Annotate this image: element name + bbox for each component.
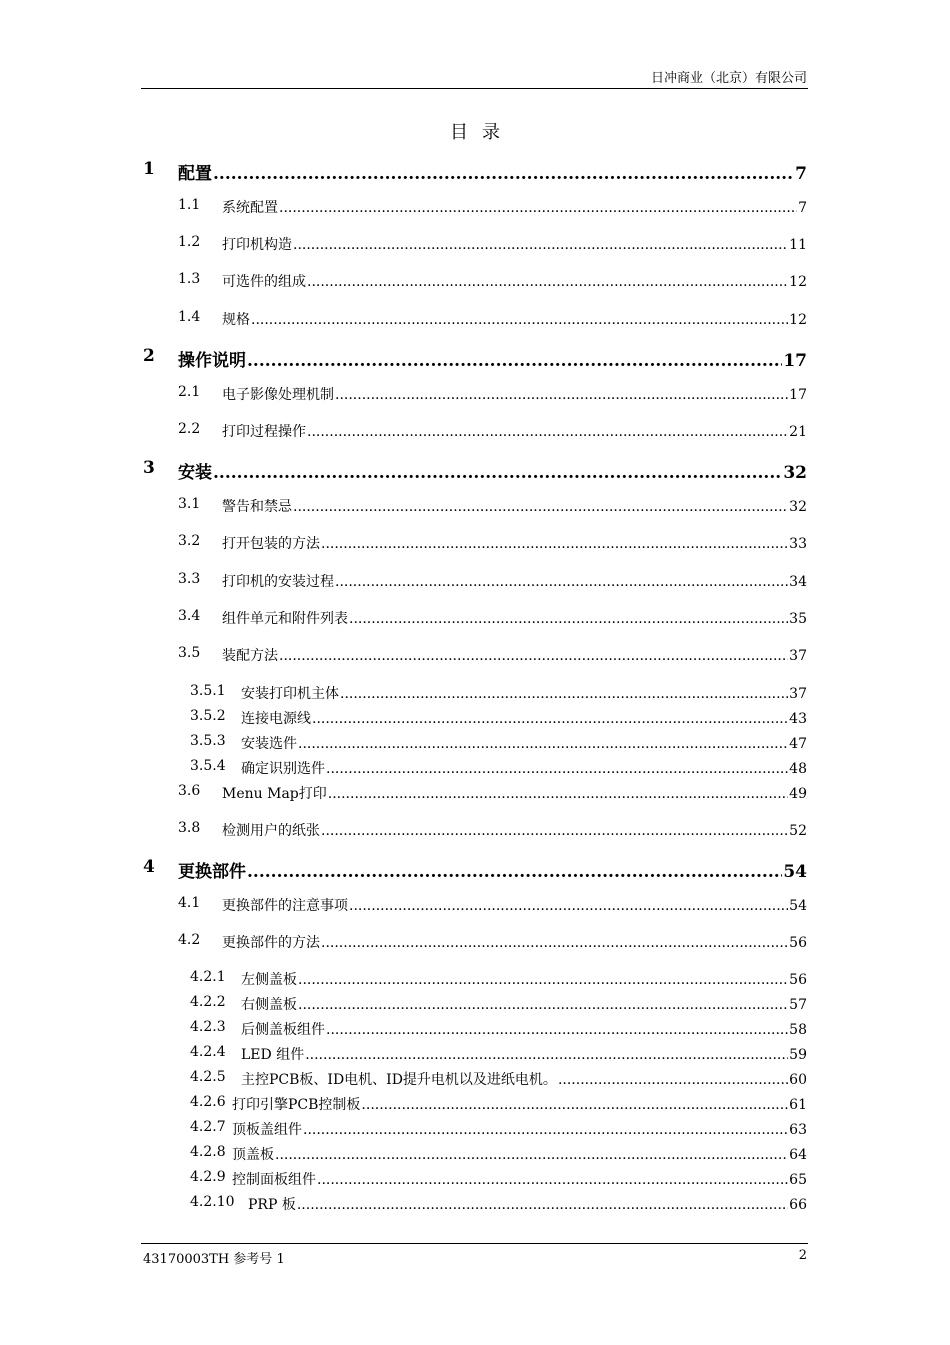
toc-subsection-entry[interactable] xyxy=(0,969,950,991)
header-company-name: 日冲商业（北京）有限公司 xyxy=(650,71,807,86)
toc-entry-number: 3.3 xyxy=(178,571,201,587)
dot-leader xyxy=(361,1097,788,1113)
toc-section-entry[interactable] xyxy=(0,197,950,219)
toc-entry-number: 4.2.2 xyxy=(190,994,226,1010)
toc-entry-label: Menu Map打印 xyxy=(222,786,327,802)
dot-leader xyxy=(307,274,788,290)
toc-entry-line xyxy=(222,197,807,217)
toc-entry-line xyxy=(178,159,807,184)
toc-entry-label: 操作说明 xyxy=(178,351,246,371)
toc-entry-page: 32 xyxy=(789,499,807,515)
toc-entry-label: 检测用户的纸张 xyxy=(222,823,320,839)
toc-entry-number: 4.2.6 xyxy=(190,1094,226,1110)
toc-entry-page: 58 xyxy=(789,1022,807,1038)
dot-leader xyxy=(326,761,788,777)
toc-entry-label: 组件单元和附件列表 xyxy=(222,611,348,627)
toc-section-entry[interactable] xyxy=(0,533,950,555)
toc-entry-number: 2.1 xyxy=(178,384,201,400)
toc-entry-number: 4 xyxy=(143,857,155,877)
toc-section-entry[interactable] xyxy=(0,783,950,805)
toc-entry-line xyxy=(222,932,807,952)
toc-entry-number: 4.2.1 xyxy=(190,969,226,985)
dot-leader xyxy=(247,862,782,882)
toc-entry-line xyxy=(222,234,807,254)
toc-subsection-entry[interactable] xyxy=(0,1069,950,1091)
toc-entry-number: 3.8 xyxy=(178,820,201,836)
toc-entry-page: 66 xyxy=(789,1197,807,1213)
toc-entry-label: 打印过程操作 xyxy=(222,424,306,440)
toc-entry-line xyxy=(232,1144,807,1164)
toc-section-entry[interactable] xyxy=(0,496,950,518)
dot-leader xyxy=(349,898,788,914)
toc-entry-number: 3.5.1 xyxy=(190,683,226,699)
toc-entry-page: 7 xyxy=(795,164,807,184)
toc-section-entry[interactable] xyxy=(0,895,950,917)
dot-leader xyxy=(321,935,788,951)
toc-entry-label: 左侧盖板 xyxy=(241,972,297,988)
toc-entry-line xyxy=(241,683,807,703)
toc-subsection-entry[interactable] xyxy=(0,1094,950,1116)
toc-entry-label: 打印机构造 xyxy=(222,237,292,253)
dot-leader xyxy=(297,1197,788,1213)
dot-leader xyxy=(317,1172,788,1188)
toc-entry-number: 3.5.3 xyxy=(190,733,226,749)
toc-subsection-entry[interactable] xyxy=(0,758,950,780)
toc-entry-number: 4.2.8 xyxy=(190,1144,226,1160)
toc-entry-line xyxy=(248,1194,807,1214)
toc-section-entry[interactable] xyxy=(0,309,950,331)
toc-entry-line xyxy=(232,1169,807,1189)
toc-entry-line xyxy=(241,1019,807,1039)
footer-divider xyxy=(141,1243,808,1244)
toc-section-entry[interactable] xyxy=(0,608,950,630)
toc-entry-page: 48 xyxy=(789,761,807,777)
toc-section-entry[interactable] xyxy=(0,645,950,667)
toc-entry-line xyxy=(241,1069,807,1089)
toc-entry-page: 11 xyxy=(789,237,807,253)
dot-leader xyxy=(321,823,788,839)
toc-entry-page: 54 xyxy=(783,862,807,882)
toc-section-entry[interactable] xyxy=(0,421,950,443)
footer-page-number: 2 xyxy=(798,1248,807,1263)
toc-entry-label: 打开包装的方法 xyxy=(222,536,320,552)
dot-leader xyxy=(293,499,788,515)
toc-entry-page: 64 xyxy=(789,1147,807,1163)
toc-subsection-entry[interactable] xyxy=(0,1144,950,1166)
toc-chapter-entry[interactable] xyxy=(0,458,950,483)
toc-entry-page: 37 xyxy=(789,648,807,664)
toc-entry-line xyxy=(222,309,807,329)
dot-leader xyxy=(251,312,788,328)
toc-section-entry[interactable] xyxy=(0,271,950,293)
toc-entry-page: 47 xyxy=(789,736,807,752)
dot-leader xyxy=(293,237,788,253)
toc-entry-page: 34 xyxy=(789,574,807,590)
toc-entry-label: 右侧盖板 xyxy=(241,997,297,1013)
toc-entry-line xyxy=(222,533,807,553)
toc-entry-number: 4.2.7 xyxy=(190,1119,226,1135)
toc-chapter-entry[interactable] xyxy=(0,857,950,882)
toc-entry-page: 56 xyxy=(789,972,807,988)
toc-entry-page: 12 xyxy=(789,312,807,328)
toc-entry-page: 60 xyxy=(789,1072,807,1088)
toc-entry-page: 54 xyxy=(789,898,807,914)
toc-entry-label: 顶盖板 xyxy=(232,1147,274,1163)
toc-entry-line xyxy=(222,645,807,665)
toc-entry-label: 打印机的安装过程 xyxy=(222,574,334,590)
toc-subsection-entry[interactable] xyxy=(0,1119,950,1141)
toc-entry-number: 4.2 xyxy=(178,932,201,948)
dot-leader xyxy=(275,1147,788,1163)
toc-title: 目录 xyxy=(450,122,514,143)
toc-entry-number: 3.4 xyxy=(178,608,201,624)
toc-entry-line xyxy=(241,969,807,989)
toc-entry-number: 2 xyxy=(143,346,155,366)
toc-entry-line xyxy=(222,421,807,441)
dot-leader xyxy=(298,997,788,1013)
toc-entry-number: 4.2.10 xyxy=(190,1194,235,1210)
dot-leader xyxy=(279,648,788,664)
toc-entry-line xyxy=(241,1044,807,1064)
toc-subsection-entry[interactable] xyxy=(0,994,950,1016)
dot-leader xyxy=(307,424,788,440)
toc-entry-number: 2.2 xyxy=(178,421,201,437)
toc-entry-line xyxy=(232,1094,807,1114)
toc-subsection-entry[interactable] xyxy=(0,1169,950,1191)
dot-leader xyxy=(321,536,788,552)
dot-leader xyxy=(298,972,788,988)
toc-entry-label: 装配方法 xyxy=(222,648,278,664)
toc-subsection-entry[interactable] xyxy=(0,1044,950,1066)
toc-subsection-entry[interactable] xyxy=(0,1194,950,1216)
toc-entry-label: 配置 xyxy=(178,164,212,184)
toc-entry-line xyxy=(222,895,807,915)
dot-leader xyxy=(340,686,788,702)
toc-entry-label: 顶板盖组件 xyxy=(232,1122,302,1138)
toc-chapter-entry[interactable] xyxy=(0,159,950,184)
dot-leader xyxy=(213,463,782,483)
toc-entry-line xyxy=(178,346,807,371)
toc-entry-label: 控制面板组件 xyxy=(232,1172,316,1188)
toc-entry-number: 1.3 xyxy=(178,271,201,287)
toc-section-entry[interactable] xyxy=(0,384,950,406)
toc-subsection-entry[interactable] xyxy=(0,708,950,730)
toc-entry-line xyxy=(241,733,807,753)
dot-leader xyxy=(279,200,797,216)
toc-entry-line xyxy=(222,384,807,404)
toc-entry-page: 52 xyxy=(789,823,807,839)
toc-entry-page: 32 xyxy=(783,463,807,483)
dot-leader xyxy=(328,786,788,802)
toc-entry-label: 规格 xyxy=(222,312,250,328)
toc-entry-page: 17 xyxy=(783,351,807,371)
toc-entry-label: 可选件的组成 xyxy=(222,274,306,290)
toc-entry-number: 3.2 xyxy=(178,533,201,549)
toc-entry-label: 安装 xyxy=(178,463,212,483)
dot-leader xyxy=(335,387,788,403)
toc-entry-label: 电子影像处理机制 xyxy=(222,387,334,403)
toc-entry-number: 4.2.5 xyxy=(190,1069,226,1085)
dot-leader xyxy=(335,574,788,590)
toc-subsection-entry[interactable] xyxy=(0,1019,950,1041)
toc-section-entry[interactable] xyxy=(0,234,950,256)
dot-leader xyxy=(558,1072,788,1088)
toc-section-entry[interactable] xyxy=(0,820,950,842)
toc-entry-page: 12 xyxy=(789,274,807,290)
dot-leader xyxy=(305,1047,788,1063)
toc-entry-label: 安装打印机主体 xyxy=(241,686,339,702)
toc-entry-label: PRP 板 xyxy=(248,1197,296,1213)
toc-entry-label: 确定识别选件 xyxy=(241,761,325,777)
toc-entry-line xyxy=(222,571,807,591)
toc-entry-number: 1.1 xyxy=(178,197,201,213)
toc-entry-label: LED 组件 xyxy=(241,1047,305,1063)
toc-entry-page: 7 xyxy=(798,200,807,216)
toc-entry-page: 37 xyxy=(789,686,807,702)
toc-entry-label: 打印引擎PCB控制板 xyxy=(232,1097,361,1113)
toc-entry-number: 4.2.9 xyxy=(190,1169,226,1185)
toc-entry-number: 4.1 xyxy=(178,895,201,911)
toc-entry-page: 17 xyxy=(789,387,807,403)
toc-entry-line xyxy=(241,758,807,778)
toc-entry-line xyxy=(241,994,807,1014)
toc-entry-number: 4.2.4 xyxy=(190,1044,226,1060)
toc-entry-number: 4.2.3 xyxy=(190,1019,226,1035)
toc-entry-label: 安装选件 xyxy=(241,736,297,752)
toc-entry-label: 更换部件 xyxy=(178,862,246,882)
toc-entry-page: 56 xyxy=(789,935,807,951)
toc-entry-label: 连接电源线 xyxy=(241,711,311,727)
toc-entry-number: 3.6 xyxy=(178,783,201,799)
toc-entry-line xyxy=(232,1119,807,1139)
toc-entry-line xyxy=(222,820,807,840)
toc-subsection-entry[interactable] xyxy=(0,683,950,705)
toc-entry-page: 35 xyxy=(789,611,807,627)
toc-entry-label: 更换部件的方法 xyxy=(222,935,320,951)
toc-entry-page: 33 xyxy=(789,536,807,552)
toc-entry-number: 3.5 xyxy=(178,645,201,661)
toc-entry-page: 65 xyxy=(789,1172,807,1188)
toc-entry-label: 主控PCB板、ID电机、ID提升电机以及进纸电机。 xyxy=(241,1072,557,1088)
toc-section-entry[interactable] xyxy=(0,932,950,954)
dot-leader xyxy=(247,351,782,371)
toc-entry-label: 系统配置 xyxy=(222,200,278,216)
toc-entry-number: 1.2 xyxy=(178,234,201,250)
toc-entry-number: 3 xyxy=(143,458,155,478)
toc-entry-label: 更换部件的注意事项 xyxy=(222,898,348,914)
dot-leader xyxy=(303,1122,788,1138)
toc-entry-page: 21 xyxy=(789,424,807,440)
toc-entry-line xyxy=(222,496,807,516)
toc-entry-line xyxy=(178,458,807,483)
toc-subsection-entry[interactable] xyxy=(0,733,950,755)
toc-entry-line xyxy=(222,608,807,628)
toc-entry-page: 63 xyxy=(789,1122,807,1138)
toc-entry-number: 1 xyxy=(143,159,155,179)
footer-doc-number: 43170003TH 参考号 1 xyxy=(143,1252,285,1267)
toc-entry-page: 59 xyxy=(789,1047,807,1063)
toc-entry-number: 3.5.2 xyxy=(190,708,226,724)
toc-entry-page: 43 xyxy=(789,711,807,727)
toc-entry-page: 61 xyxy=(789,1097,807,1113)
dot-leader xyxy=(213,164,794,184)
toc-entry-number: 1.4 xyxy=(178,309,201,325)
toc-section-entry[interactable] xyxy=(0,571,950,593)
toc-entry-line xyxy=(241,708,807,728)
toc-entry-number: 3.1 xyxy=(178,496,201,512)
toc-entry-line xyxy=(178,857,807,882)
toc-entry-page: 57 xyxy=(789,997,807,1013)
toc-entry-number: 3.5.4 xyxy=(190,758,226,774)
dot-leader xyxy=(312,711,788,727)
toc-entry-page: 49 xyxy=(789,786,807,802)
dot-leader xyxy=(298,736,788,752)
toc-entry-label: 警告和禁忌 xyxy=(222,499,292,515)
toc-entry-line xyxy=(222,271,807,291)
toc-entry-label: 后侧盖板组件 xyxy=(241,1022,325,1038)
toc-entry-line xyxy=(222,783,807,803)
dot-leader xyxy=(349,611,788,627)
dot-leader xyxy=(326,1022,788,1038)
toc-chapter-entry[interactable] xyxy=(0,346,950,371)
